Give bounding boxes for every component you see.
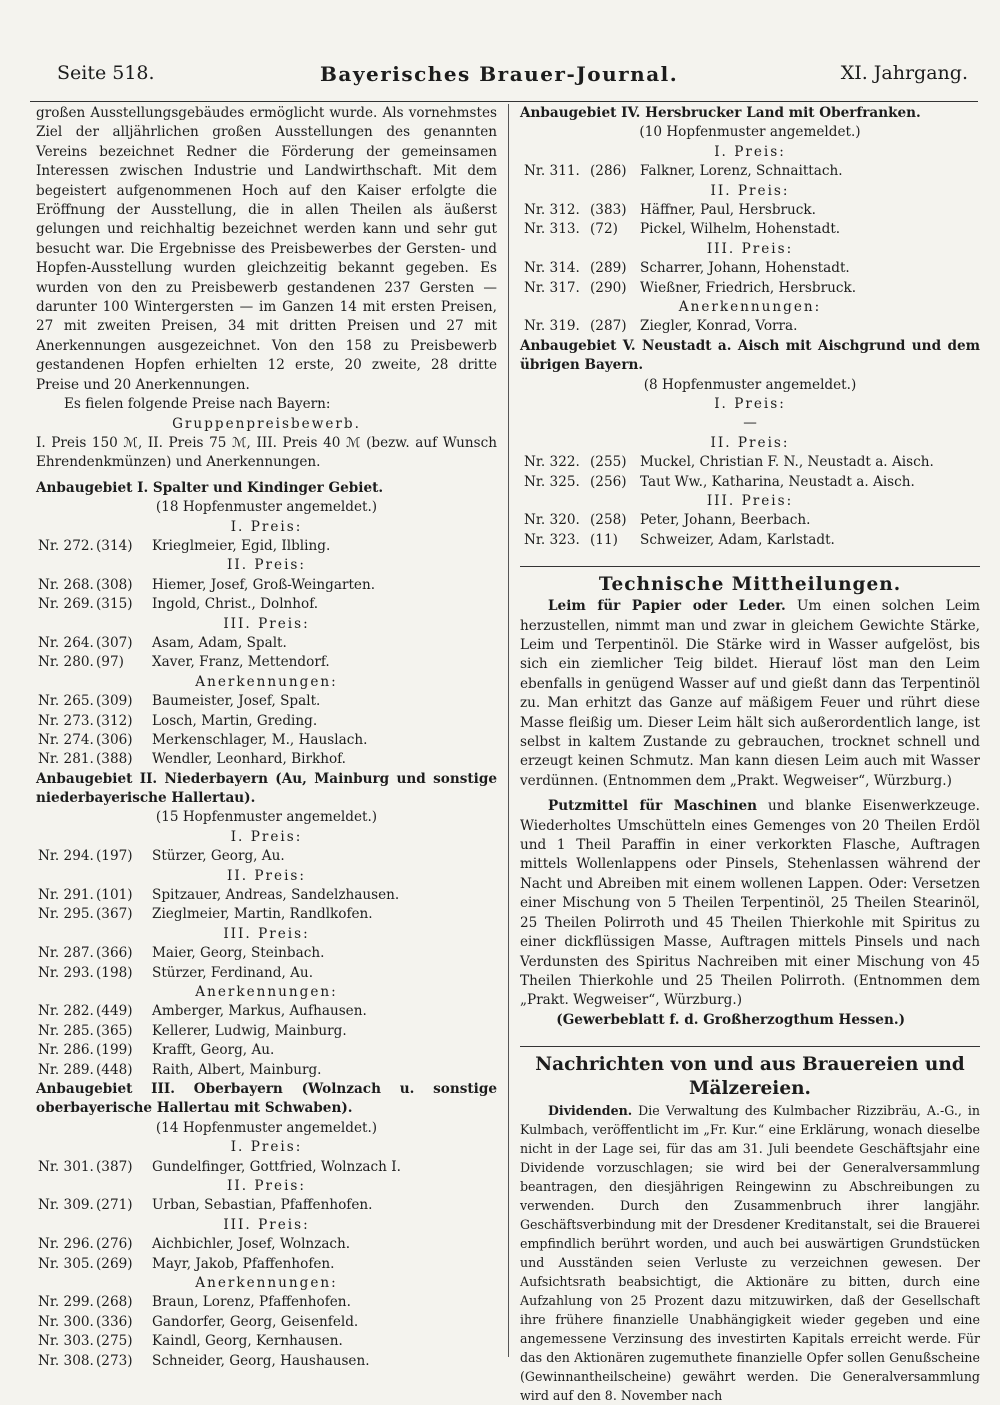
area-count: (15 Hopfenmuster angemeldet.) bbox=[155, 809, 378, 826]
prize-entry bbox=[520, 511, 980, 530]
area-title: Anbaugebiet II. Niederbayern (Au, Mainburg und sonstige niederbayerische Hallertau). bbox=[36, 770, 497, 807]
prize-label: II. Preis: bbox=[710, 434, 790, 451]
news-lead: Dividenden. bbox=[548, 1103, 633, 1119]
prize-entry bbox=[36, 576, 497, 595]
entry-original-number: (315) bbox=[96, 596, 133, 613]
intro-paragraph: großen Ausstellungsgebäudes ermöglicht wurde. Als vornehmstes Ziel der alljährlichen großen Ausstellungen des genannten Vereins bezeichnet Redner die Förderung der gemeinsamen Interessen zwischen Industrie und Landwirthschaft. Mit dem begeistert aufgenommenen Hoch auf den Kaiser erfolgte die Eröffnung der Ausstellung, die in allen Theilen als äußerst gelungen und reichhaltig bezeichnet werden kann und sehr gut besucht war. Die Ergebnisse des Preisbewerbes der Gersten- und Hopfen-Ausstellung wurden gleichzeitig bekannt gegeben. Es wurden von den zu Preisbewerb gestandenen 237 Gersten — darunter 100 Wintergersten — im Ganzen 14 mit ersten Preisen, 27 mit zweiten Preisen, 34 mit dritten Preisen und 27 mit Anerkennungen ausgezeichnet. Von den 158 zu Preisbewerb gestandenen Hopfen erhielten 12 erste, 20 zweite, 28 dritte Preise und 20 Anerkennungen. bbox=[36, 105, 497, 393]
prize-label: I. Preis: bbox=[230, 518, 303, 535]
entry-number: Nr. 300. bbox=[38, 1313, 94, 1330]
entry-name: Gandorfer, Georg, Geisenfeld. bbox=[152, 1313, 359, 1330]
entry-original-number: (275) bbox=[96, 1333, 133, 1350]
prize-entry bbox=[36, 750, 497, 769]
entry-number: Nr. 309. bbox=[38, 1197, 94, 1214]
entry-original-number: (308) bbox=[96, 576, 133, 593]
prize-entry bbox=[36, 1352, 497, 1371]
prize-entry bbox=[36, 847, 497, 866]
entry-original-number: (273) bbox=[96, 1352, 133, 1369]
prize-entry bbox=[36, 692, 497, 711]
entry-number: Nr. 264. bbox=[38, 634, 94, 651]
entry-original-number: (286) bbox=[590, 163, 627, 180]
entry-name: Maier, Georg, Steinbach. bbox=[152, 945, 325, 962]
entry-number: Nr. 319. bbox=[524, 318, 580, 335]
entry-name: Losch, Martin, Greding. bbox=[152, 712, 318, 729]
entry-name: Häffner, Paul, Hersbruck. bbox=[640, 202, 816, 219]
prize-entry bbox=[520, 473, 980, 492]
page-header bbox=[0, 62, 1000, 102]
prize-entry bbox=[36, 1061, 497, 1080]
entry-original-number: (306) bbox=[96, 731, 133, 748]
prize-entry bbox=[36, 1196, 497, 1215]
entry-name: Schweizer, Adam, Karlstadt. bbox=[640, 531, 835, 548]
entry-name: Merkenschlager, M., Hauslach. bbox=[152, 731, 368, 748]
entry-original-number: (449) bbox=[96, 1003, 133, 1020]
entry-name: Krieglmeier, Egid, Ilbling. bbox=[152, 537, 331, 554]
entry-original-number: (448) bbox=[96, 1061, 133, 1078]
prize-entry bbox=[36, 886, 497, 905]
entry-number: Nr. 322. bbox=[524, 454, 580, 471]
prize-label: III. Preis: bbox=[223, 1216, 310, 1233]
prize-label: I. Preis: bbox=[230, 1139, 303, 1156]
entry-name: Ingold, Christ., Dolnhof. bbox=[152, 596, 319, 613]
prize-entry bbox=[36, 537, 497, 556]
entry-number: Nr. 289. bbox=[38, 1061, 94, 1078]
entry-number: Nr. 293. bbox=[38, 964, 94, 981]
entry-number: Nr. 314. bbox=[524, 260, 580, 277]
prize-label: II. Preis: bbox=[227, 867, 306, 884]
entry-name: Stürzer, Ferdinand, Au. bbox=[152, 964, 314, 981]
entry-original-number: (366) bbox=[96, 945, 133, 962]
prize-entry bbox=[520, 317, 980, 336]
entry-name: Ziegler, Konrad, Vorra. bbox=[640, 318, 798, 335]
prize-label: Anerkennungen: bbox=[195, 984, 338, 1001]
section-rule-2 bbox=[520, 1046, 980, 1047]
entry-name: Muckel, Christian F. N., Neustadt a. Aisch. bbox=[640, 454, 934, 471]
entry-number: Nr. 323. bbox=[524, 531, 580, 548]
entry-number: Nr. 285. bbox=[38, 1022, 94, 1039]
entry-original-number: (367) bbox=[96, 906, 133, 923]
tech-p1-lead: Leim für Papier oder Leder. bbox=[548, 598, 786, 615]
prize-label: Anerkennungen: bbox=[195, 673, 338, 690]
entry-number: Nr. 295. bbox=[38, 906, 94, 923]
entry-number: Nr. 269. bbox=[38, 596, 94, 613]
entry-name: Zieglmeier, Martin, Randlkofen. bbox=[152, 906, 373, 923]
entry-name: Peter, Johann, Beerbach. bbox=[640, 512, 811, 529]
prize-entry bbox=[36, 1313, 497, 1332]
entry-number: Nr. 313. bbox=[524, 221, 580, 238]
prize-label: Anerkennungen: bbox=[678, 298, 822, 315]
entry-name: Amberger, Markus, Aufhausen. bbox=[152, 1003, 367, 1020]
entry-name: Spitzauer, Andreas, Sandelzhausen. bbox=[152, 887, 400, 904]
prize-label: Anerkennungen: bbox=[195, 1275, 338, 1292]
entry-name: Pickel, Wilhelm, Hohenstadt. bbox=[640, 221, 841, 238]
entry-number: Nr. 273. bbox=[38, 712, 94, 729]
entry-name: Xaver, Franz, Mettendorf. bbox=[152, 654, 330, 671]
entry-name: Raith, Albert, Mainburg. bbox=[152, 1061, 322, 1078]
entry-name: Baumeister, Josef, Spalt. bbox=[152, 693, 321, 710]
tech-p1-text: Um einen solchen Leim herzustellen, nimmt man und zwar in gleichem Gewichte Stärke, Leim und Terpentinöl. Die Stärke wird in Wasser aufgelöst, bis sich ein ziemlicher Teig bildet. Hierauf löst man den Leim ebenfalls in genügend Wasser auf und gießt dann das Terpentinöl zu. Man erhitzt das Ganze auf mäßigem Feuer und rührt diese Masse fleißig um. Dieser Leim hält sich außerordentlich lange, ist selbst in kaltem Zustande zu gebrauchen, trocknet schnell und erzeugt keinen Schmutz. Man kann diesen Leim auch mit Wasser verdünnen. (Entnommen dem „Prakt. Wegweiser“, Würzburg.) bbox=[520, 598, 980, 789]
news-text: Die Verwaltung des Kulmbacher Rizzibräu, A.-G., in Kulmbach, veröffentlicht im „Fr. Kur.“ eine Erklärung, wonach dieselbe nicht in der Lage sei, für das am 31. Juli beendete Geschäftsjahr eine Dividende vorzuschlagen; sie wird bei der Generalversammlung beantragen, den diesjährigen Reingewinn zu Abschreibungen zu verwenden. Durch den Zusammenbruch ihrer langjähr. Geschäftsverbindung mit der Dresdener Kreditanstalt, sei die Brauerei empfindlich berührt worden, und auch bei auswärtigen Grundstücken und Ausständen seien Verluste zu verzeichnen gewesen. Der Aufsichtsrath beabsichtigt, die Aktionäre zu bitten, durch eine Aufzahlung von 25 Prozent dazu mitzuwirken, daß der Gesellschaft ihre frühere finanzielle Unabhängigkeit wieder gegeben und eine angemessene Verzinsung des investirten Kapitals erreicht werde. Für das den Aktionären zugemuthete finanzielle Opfer sollen Genußscheine (Gewinnantheilscheine) gewährt werden. Die Generalversammlung wird auf den 8. November nach bbox=[520, 1103, 980, 1404]
entry-original-number: (198) bbox=[96, 964, 133, 981]
entry-number: Nr. 291. bbox=[38, 887, 94, 904]
news-heading: Nachrichten von und aus Brauereien und Mälzereien. bbox=[535, 1054, 965, 1100]
right-column bbox=[520, 104, 980, 1405]
left-column bbox=[36, 104, 497, 1371]
entry-original-number: (97) bbox=[96, 654, 124, 671]
entry-original-number: (11) bbox=[590, 531, 618, 548]
entry-name: Wießner, Friedrich, Hersbruck. bbox=[640, 279, 857, 296]
column-divider bbox=[508, 104, 509, 1357]
prize-label: II. Preis: bbox=[710, 182, 790, 199]
entry-original-number: (383) bbox=[590, 202, 627, 219]
entry-original-number: (312) bbox=[96, 712, 133, 729]
area-count: (14 Hopfenmuster angemeldet.) bbox=[155, 1119, 378, 1136]
area-count: (18 Hopfenmuster angemeldet.) bbox=[155, 499, 378, 516]
tech-p2-text: und blanke Eisenwerkzeuge. Wiederholtes Umschütteln eines Gemenges von 20 Theilen Erdöl und 1 Theil Paraffin in einer verkorkten Flasche, Auftragen mittels Wollenlappens oder Pinsels, Stehenlassen während der Nacht und Abreiben mit einem wollenen Lappen. Oder: Versetzen einer Mischung von 5 Theilen Terpentinöl, 25 Theilen Stearinöl, 25 Theilen Polirroth und 45 Theilen Thierkohle mit Spiritus zu einer dickflüssigen Masse, Auftragen mittels Pinsels und nach Verdunsten des Spiritus Nachreiben mit einer Mischung von 45 Theilen Thierkohle und 25 Theilen Polirroth. (Entnommen dem „Prakt. Wegweiser“, Würzburg.) bbox=[520, 798, 980, 1009]
prize-label: I. Preis: bbox=[714, 396, 786, 412]
entry-number: Nr. 282. bbox=[38, 1003, 94, 1020]
entry-name: Hiemer, Josef, Groß-Weingarten. bbox=[152, 576, 376, 593]
prize-none: — bbox=[743, 415, 757, 432]
area-count: (10 Hopfenmuster angemeldet.) bbox=[639, 124, 861, 141]
prize-entry bbox=[520, 220, 980, 239]
prize-entry bbox=[36, 712, 497, 731]
entry-name: Mayr, Jakob, Pfaffenhofen. bbox=[152, 1255, 335, 1272]
tech-source: (Gewerbeblatt f. d. Großherzogthum Hessen.) bbox=[556, 1011, 905, 1028]
entry-number: Nr. 281. bbox=[38, 751, 94, 768]
entry-number: Nr. 320. bbox=[524, 512, 580, 529]
entry-number: Nr. 294. bbox=[38, 848, 94, 865]
area-title: Anbaugebiet IV. Hersbrucker Land mit Oberfranken. bbox=[520, 105, 921, 121]
entry-name: Stürzer, Georg, Au. bbox=[152, 848, 285, 865]
entry-number: Nr. 325. bbox=[524, 473, 580, 490]
entry-original-number: (287) bbox=[590, 318, 627, 335]
news-paragraph bbox=[520, 1101, 980, 1405]
prize-entry bbox=[520, 453, 980, 472]
entry-name: Schneider, Georg, Haushausen. bbox=[152, 1352, 370, 1369]
prize-entry bbox=[36, 1235, 497, 1254]
entry-name: Aichbichler, Josef, Wolnzach. bbox=[152, 1236, 351, 1253]
prize-label: III. Preis: bbox=[223, 615, 310, 632]
prize-entry bbox=[520, 162, 980, 181]
entry-original-number: (387) bbox=[96, 1158, 133, 1175]
entry-original-number: (336) bbox=[96, 1313, 133, 1330]
tech-paragraph-1 bbox=[520, 597, 980, 791]
volume-label: XI. Jahrgang. bbox=[840, 62, 968, 84]
prize-entry bbox=[36, 1002, 497, 1021]
prize-label: III. Preis: bbox=[223, 925, 310, 942]
entry-name: Wendler, Leonhard, Birkhof. bbox=[152, 751, 346, 768]
prize-entry bbox=[36, 1022, 497, 1041]
prize-label: III. Preis: bbox=[706, 493, 794, 509]
prize-entry bbox=[520, 279, 980, 298]
entry-number: Nr. 296. bbox=[38, 1236, 94, 1253]
prize-label: II. Preis: bbox=[227, 557, 306, 574]
entry-name: Taut Ww., Katharina, Neustadt a. Aisch. bbox=[640, 473, 915, 490]
header-rule bbox=[30, 101, 978, 102]
prize-entry bbox=[36, 1332, 497, 1351]
entry-original-number: (271) bbox=[96, 1197, 133, 1214]
entry-number: Nr. 272. bbox=[38, 537, 94, 554]
entry-original-number: (199) bbox=[96, 1042, 133, 1059]
entry-original-number: (256) bbox=[590, 473, 627, 490]
tech-paragraph-2 bbox=[520, 797, 980, 1010]
prize-entry bbox=[520, 259, 980, 278]
tech-p2-lead: Putzmittel für Maschinen bbox=[548, 798, 758, 815]
entry-name: Scharrer, Johann, Hohenstadt. bbox=[640, 260, 850, 277]
prize-entry bbox=[36, 634, 497, 653]
prize-entry bbox=[36, 653, 497, 672]
entry-name: Kellerer, Ludwig, Mainburg. bbox=[152, 1022, 347, 1039]
prize-entry bbox=[520, 531, 980, 550]
entry-number: Nr. 299. bbox=[38, 1294, 94, 1311]
entry-original-number: (101) bbox=[96, 887, 133, 904]
prize-entry bbox=[36, 1255, 497, 1274]
prize-entry bbox=[36, 1158, 497, 1177]
entry-number: Nr. 311. bbox=[524, 163, 580, 180]
entry-original-number: (268) bbox=[96, 1294, 133, 1311]
entry-number: Nr. 287. bbox=[38, 945, 94, 962]
prize-entry bbox=[36, 964, 497, 983]
entry-number: Nr. 317. bbox=[524, 279, 580, 296]
prize-entry bbox=[36, 595, 497, 614]
entry-original-number: (72) bbox=[590, 221, 618, 238]
entry-name: Urban, Sebastian, Pfaffenhofen. bbox=[152, 1197, 373, 1214]
left-prize-areas bbox=[36, 479, 497, 1371]
entry-number: Nr. 305. bbox=[38, 1255, 94, 1272]
area-title: Anbaugebiet I. Spalter und Kindinger Gebiet. bbox=[36, 479, 384, 496]
prize-entry bbox=[36, 905, 497, 924]
entry-name: Krafft, Georg, Au. bbox=[152, 1042, 275, 1059]
entry-original-number: (365) bbox=[96, 1022, 133, 1039]
entry-number: Nr. 274. bbox=[38, 731, 94, 748]
entry-number: Nr. 286. bbox=[38, 1042, 94, 1059]
entry-number: Nr. 303. bbox=[38, 1333, 94, 1350]
entry-original-number: (258) bbox=[590, 512, 627, 529]
entry-number: Nr. 280. bbox=[38, 654, 94, 671]
journal-title: Bayerisches Brauer-Journal. bbox=[320, 62, 679, 86]
entry-original-number: (255) bbox=[590, 454, 627, 471]
prize-entry bbox=[520, 201, 980, 220]
prize-label: II. Preis: bbox=[227, 1178, 306, 1195]
area-title: Anbaugebiet III. Oberbayern (Wolnzach u. sonstige oberbayerische Hallertau mit Schwaben). bbox=[36, 1081, 497, 1117]
entry-original-number: (197) bbox=[96, 848, 133, 865]
prize-entry bbox=[36, 731, 497, 750]
entry-original-number: (307) bbox=[96, 634, 133, 651]
entry-original-number: (309) bbox=[96, 693, 133, 710]
entry-original-number: (269) bbox=[96, 1255, 133, 1272]
tech-heading: Technische Mittheilungen. bbox=[598, 574, 902, 596]
right-prize-areas bbox=[520, 104, 980, 550]
entry-original-number: (276) bbox=[96, 1236, 133, 1253]
entry-name: Falkner, Lorenz, Schnaittach. bbox=[640, 163, 843, 180]
prize-label: I. Preis: bbox=[230, 828, 303, 845]
area-title: Anbaugebiet V. Neustadt a. Aisch mit Aischgrund und dem übrigen Bayern. bbox=[520, 337, 980, 374]
entry-original-number: (290) bbox=[590, 279, 627, 296]
entry-number: Nr. 265. bbox=[38, 693, 94, 710]
entry-original-number: (314) bbox=[96, 537, 133, 554]
entry-number: Nr. 268. bbox=[38, 576, 94, 593]
entry-original-number: (289) bbox=[590, 260, 627, 277]
group-text: I. Preis 150 ℳ, II. Preis 75 ℳ, III. Preis 40 ℳ (bezw. auf Wunsch Ehrendenkmünzen) und Anerkennungen. bbox=[36, 434, 497, 471]
prizes-intro: Es fielen folgende Preise nach Bayern: bbox=[64, 396, 331, 413]
entry-name: Braun, Lorenz, Pfaffenhofen. bbox=[152, 1294, 351, 1311]
section-rule bbox=[520, 566, 980, 567]
area-count: (8 Hopfenmuster angemeldet.) bbox=[643, 376, 857, 393]
prize-entry bbox=[36, 1293, 497, 1312]
prize-label: I. Preis: bbox=[714, 143, 786, 160]
group-heading: Gruppenpreisbewerb. bbox=[172, 415, 361, 432]
entry-number: Nr. 308. bbox=[38, 1352, 94, 1369]
entry-name: Asam, Adam, Spalt. bbox=[152, 634, 287, 651]
prize-label: III. Preis: bbox=[706, 240, 794, 257]
prize-entry bbox=[36, 1041, 497, 1060]
entry-number: Nr. 312. bbox=[524, 202, 580, 219]
prize-entry bbox=[36, 944, 497, 963]
entry-number: Nr. 301. bbox=[38, 1158, 94, 1175]
entry-name: Kaindl, Georg, Kernhausen. bbox=[152, 1333, 343, 1350]
entry-original-number: (388) bbox=[96, 751, 133, 768]
entry-name: Gundelfinger, Gottfried, Wolnzach I. bbox=[152, 1158, 401, 1175]
page-number: Seite 518. bbox=[57, 62, 155, 84]
